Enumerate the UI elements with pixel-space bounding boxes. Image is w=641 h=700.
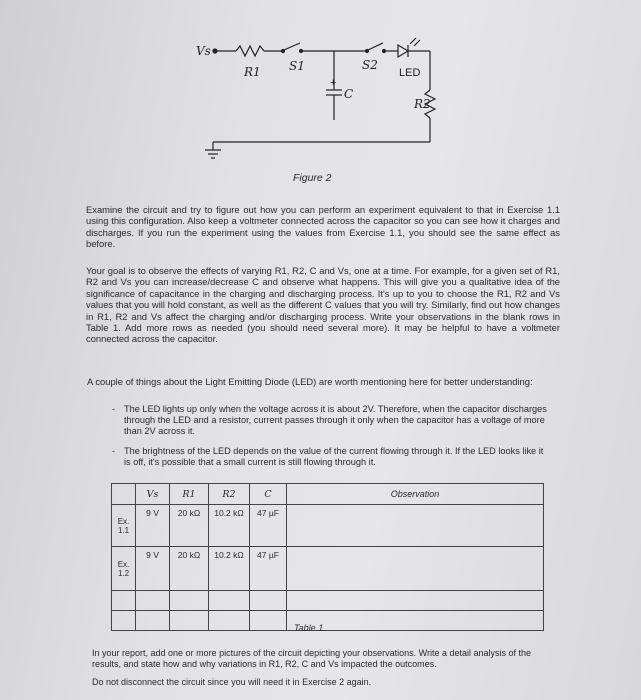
cell-observation[interactable] — [287, 547, 544, 591]
led-label: LED — [399, 67, 421, 79]
header-observation: Observation — [287, 484, 544, 505]
r1-resistor — [236, 46, 264, 56]
cell-observation[interactable] — [287, 505, 544, 547]
paragraph-warning: Do not disconnect the circuit since you will need it in Exercise 2 again. — [92, 677, 372, 687]
blank-cell — [112, 611, 136, 631]
blank-cell[interactable] — [170, 591, 209, 611]
blank-cell — [112, 591, 136, 611]
header-blank — [112, 484, 136, 505]
cell-r2: 10.2 kΩ — [209, 547, 250, 591]
blank-cell[interactable] — [287, 591, 544, 611]
bullet-led-brightness — [112, 446, 552, 468]
c-plus-label: + — [330, 77, 337, 89]
bullet-marker: - — [112, 446, 115, 456]
blank-cell[interactable] — [250, 591, 287, 611]
r1-label: R1 — [244, 65, 261, 79]
cell-r1: 20 kΩ — [170, 547, 209, 591]
vs-terminal — [213, 49, 217, 53]
c-label: C — [344, 87, 354, 101]
bullet-led-voltage — [112, 404, 552, 437]
paragraph-led-notes: A couple of things about the Light Emitting Diode (LED) are worth mentioning here for better understanding: — [87, 376, 533, 387]
table-blank-row — [112, 611, 544, 631]
figure-caption: Figure 2 — [293, 172, 332, 184]
paragraph-goal: Your goal is to observe the effects of varying R1, R2, C and Vs, one at a time. For example, for a given set of R1, R2 and Vs you can increase/decrease C and observe what happens. This will give you a qualitative idea of the significance of capacitance in the charging and discharging process. It's up to you to choose the R1, R2 and Vs values that you will hold constant, as well as the different C values that you will try. Similarly, find out how changes in R1, R2 and Vs affect the charging and/or discharging process. Write your observations in the blank rows in Table 1. Add more rows as needed (you should need several more). It may be helpful to have a voltmeter connected across the capacitor. — [86, 265, 560, 345]
led-arrow-1 — [410, 38, 416, 44]
table-header-row — [112, 484, 544, 505]
s2-label: S2 — [362, 58, 378, 72]
row-label: Ex. 1.2 — [112, 547, 136, 591]
blank-cell[interactable] — [136, 611, 170, 631]
observation-table — [111, 483, 544, 631]
header-vs: Vs — [136, 484, 170, 505]
bullet-text: The brightness of the LED depends on the value of the current flowing through it. If the LED looks like it is off, it's possible that a small current is still flowing through it. — [124, 446, 544, 467]
blank-cell[interactable] — [250, 611, 287, 631]
vs-label: Vs — [196, 44, 211, 58]
cell-r1: 20 kΩ — [170, 505, 209, 547]
blank-cell[interactable] — [209, 591, 250, 611]
cell-c: 47 µF — [250, 505, 287, 547]
s1-label: S1 — [289, 59, 305, 73]
blank-cell[interactable] — [170, 611, 209, 631]
paragraph-intro: Examine the circuit and try to figure out how you can perform an experiment equivalent to that in Exercise 1.1 using this configuration. Also keep a voltmeter connected across the capacitor so you can see how it charges and discharges. If you run the experiment using the values from Exercise 1.1, you should see the same effect as before. — [86, 204, 560, 250]
s1-switch — [284, 43, 300, 50]
cell-r2: 10.2 kΩ — [209, 505, 250, 547]
table-blank-row — [112, 591, 544, 611]
table-row — [112, 547, 544, 591]
s2-switch — [368, 43, 383, 50]
bullet-marker: - — [112, 404, 115, 414]
table-row — [112, 505, 544, 547]
circuit-diagram — [0, 0, 641, 175]
bullet-text: The LED lights up only when the voltage across it is about 2V. Therefore, when the capacitor discharges through the LED and a resistor, current passes through it only when the capacitor has a voltage of more than 2V across it. — [124, 404, 547, 436]
header-c: C — [250, 484, 287, 505]
header-r2: R2 — [209, 484, 250, 505]
row-label: Ex. 1.1 — [112, 505, 136, 547]
blank-cell[interactable] — [209, 611, 250, 631]
blank-cell[interactable] — [136, 591, 170, 611]
header-r1: R1 — [170, 484, 209, 505]
led-diode — [398, 45, 408, 57]
cell-c: 47 µF — [250, 547, 287, 591]
r2-label: R2 — [414, 97, 431, 111]
paragraph-report: In your report, add one or more pictures of the circuit depicting your observations. Write a detail analysis of the results, and state how and why variations in R1, R2, C and Vs impacted the outcomes. — [92, 648, 532, 669]
cell-vs: 9 V — [136, 547, 170, 591]
cell-vs: 9 V — [136, 505, 170, 547]
table-caption: Table 1. — [294, 623, 326, 633]
